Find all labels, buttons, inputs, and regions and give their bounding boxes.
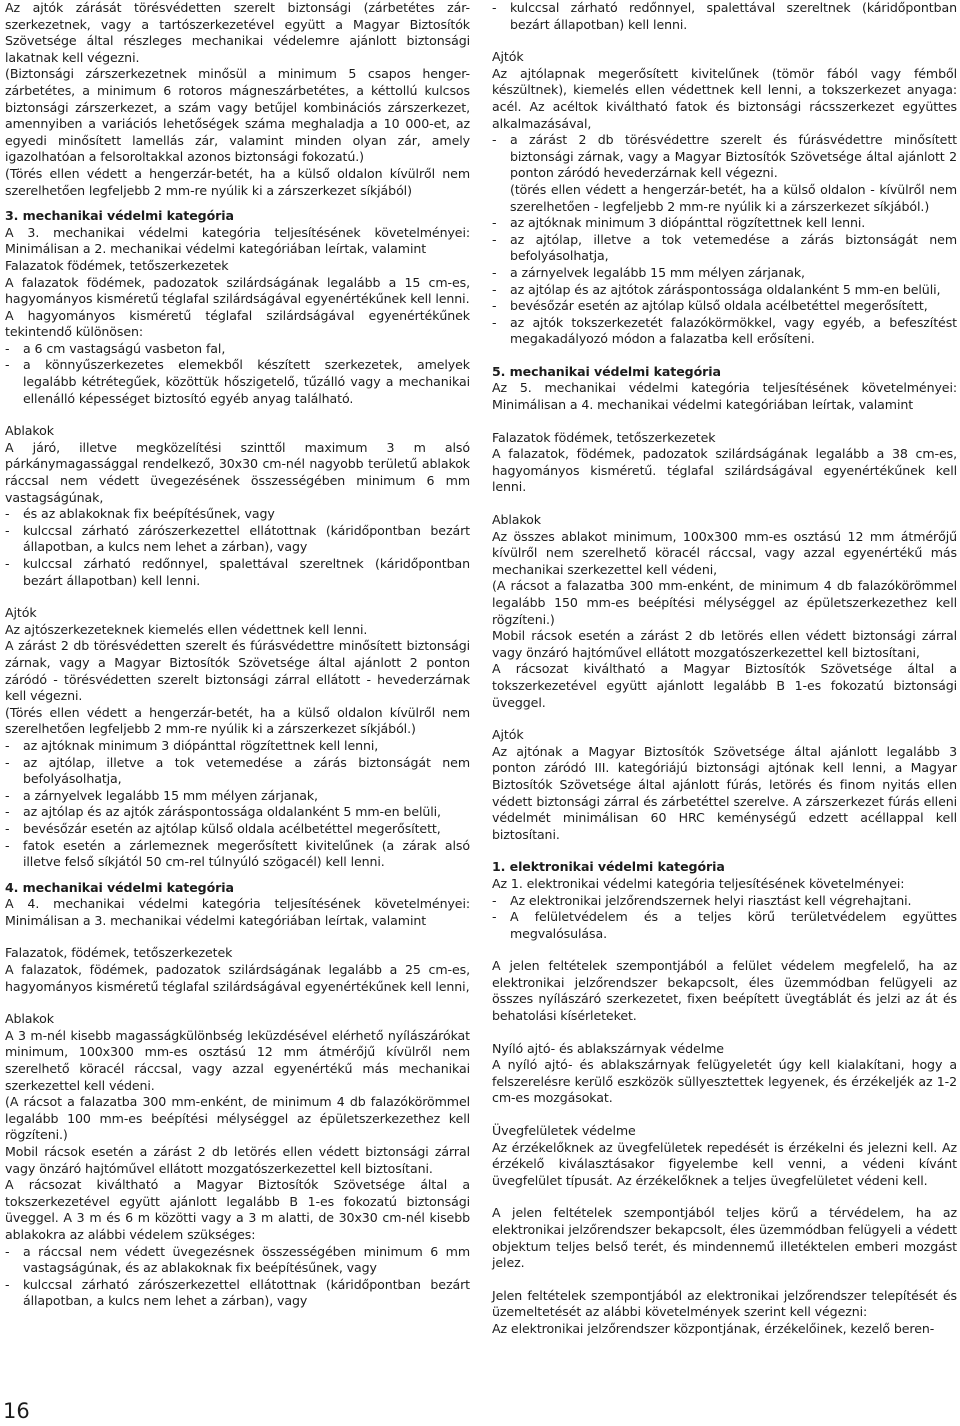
doors-line-2: A zárást 2 db törésvédetten szerelt és fúrásvédettre minősített biztonsági zárnak, vagy a Magyar Biztosítók Szövetsége által ajánlott 2 ponton záródó - törésvédetten szerelt biztonsági zárral ellátott - hevederzárnak kell végezni.: [5, 638, 470, 704]
walls-title: Falazatok födémek, tetőszerkezetek: [5, 257, 229, 273]
doors-title: Ajtók: [492, 49, 524, 65]
grille-note: (A rácsot a falazatba 300 mm-enként, de minimum 4 db falazókörömmel legalább 100 mm-es beépítési mélységgel az épületszerkezethez kell rögzíteni.): [5, 1094, 470, 1143]
doors-text: Az ajtónak a Magyar Biztosítók Szövetsége által ajánlott legalább 3 ponton záródó III. kategóriájú biztonsági ajtónak kell lenni, a Magyar Biztosítók Szövetsége által ajánlott fúrás, letörés és finom nyitás ellen védett biztonsági zárral és zárbetéttel szerelve. A zárszerkezet fúrás elleni védelmét minimálisan 60 HRC keménységű edzett acéllappal kell biztosítani.: [492, 743, 957, 842]
list-item: - az ajtók tokszerkezetét falazókörmökkel, vagy egyéb, a befeszítést megakadályozó módon a falazatba kell erősíteni.: [492, 314, 957, 347]
list-item: - bevésőzár esetén az ajtólap külső oldala acélbetéttel megerősített,: [492, 298, 928, 314]
category-4-requirements: A 4. mechanikai védelmi kategória teljesítésének követelményei: Minimálisan a 3. mechanikai védelmi kategóriában leírtak, valamint: [5, 896, 470, 928]
lock-definition-note: (Biztonsági zárszerkezetnek minősül a minimum 5 csapos henger-zárbetétes, a minimum 6 rotoros mágneszárbetétes, a kéttollú kulcsos biztonsági zárszerkezet, a szám vagy betűjel kombinációs zárszerkezet, amennyiben a variációs lehetőségek száma meghaladja a 10 000-et, az egyedi minősített lamellás zár, valamint minden olyan zár, amely igazolhatóan a felsoroltakkal azonos biztonsági fokozatú.): [5, 66, 470, 165]
intro-paragraph: Az ajtók zárását törésvédetten szerelt biztonsági (zárbetétes zár-szerkezetnek, vagy a tartószerkezetével együtt a Magyar Biztosítók Szövetsége által részleges mechanikai védelemre ajánlott biztonsági lakatnak kell végezni.: [5, 0, 470, 65]
hinge-note: (törés ellen védett a hengerzár-betét, ha a külső oldalon - kívülről nem szerelhetően - legfeljebb 2 mm-re nyúlik ki a zárszerkezet síkjából.): [510, 181, 957, 214]
list-item: - a zárást 2 db törésvédettre szerelt és fúrásvédettre minősített biztonsági zárnak, vagy a Magyar Biztosítók Szövetsége által ajánlott 2 ponton záródó hevederzárnak kell végezni.: [492, 132, 957, 181]
list-item: - és az ablakoknak fix beépítésűnek, vagy: [5, 506, 275, 522]
grille-note: (A rácsot a falazatba 300 mm-enként, de minimum 4 db falazókörömmel legalább 150 mm-es beépítési mélységgel az épületszerkezethez kell rögzíteni.): [492, 578, 957, 627]
list-item: - a 6 cm vastagságú vasbeton fal,: [5, 340, 226, 356]
list-item: - kulccsal zárható redőnnyel, spalettával szereltnek (káridőpontban bezárt állapotban) kell lenni.: [5, 556, 470, 588]
opening-protection-text: A nyíló ajtó- és ablakszárnyak felügyeletét úgy kell kialakítani, hogy a felszerelésre kerülő eszközök süllyesztettek legyenek, és érzékeljék az 1-2 cm-es mozgásokat.: [492, 1057, 957, 1106]
glass-protection-title: Üvegfelületek védelme: [492, 1123, 636, 1139]
windows-text: A 3 m-nél kisebb magasságkülönbség leküzdésével elérhető nyílászárókat minimum, 100x300 mm-es osztású 12 mm átmérőjű kívülről nem szerelhető köracél ráccsal, vagy azzal egyenértékű más mechanikai szerkezettel kell védeni.: [5, 1027, 470, 1093]
windows-title: Ablakok: [5, 1011, 54, 1027]
equivalent-intro: A hagyományos kisméretű téglafal szilárdságával egyenértékűnek tekintendő különösen:: [5, 307, 470, 340]
walls-text: A falazatok, födémek, padozatok szilárdságának legalább a 38 cm-es, hagyományos kisméretű. téglafal szilárdságával egyenértékűnek kell lenni.: [492, 446, 957, 495]
right-column: [492, 0, 957, 1338]
break-protection-note: (Törés ellen védett a hengerzár-betét, ha a külső oldalon kívülről nem szerelhetően legfeljebb 2 mm-re nyúlik ki a zárszerkezet síkjából): [5, 165, 470, 198]
list-item: - a könnyűszerkezetes elemekből készített szerkezetek, amelyek legalább kétrétegűek, közöttük hőszigetelő, tűzálló vagy a mechanikai ellenálló képességet biztosító egyéb anyag található.: [5, 357, 470, 406]
mobile-grille-text: Mobil rácsok esetén a zárást 2 db letörés ellen védett biztonsági zárral vagy önzáró hajtóművel ellátott mozgatószerkezettel kell biztosítani,: [492, 628, 957, 660]
list-item: - fatok esetén a zárlemeznek megerősített kivitelűnek (a zárak alsó illetve felső síkjától 50 cm-rel túlnyúló szögacél) kell lenni.: [5, 837, 470, 870]
installation-requirements-text: Jelen feltételek szempontjából az elektronikai jelzőrendszer telepítését és üzemeltetését az alábbi követelmények szerint kell végezni:: [492, 1287, 957, 1320]
list-item: - kulccsal zárható zárószerkezettel ellátottnak (káridőpontban bezárt állapotban, a kulcs nem lehet a zárban), vagy: [5, 522, 470, 555]
list-item: - a zárnyelvek legalább 15 mm mélyen zárjanak,: [492, 264, 805, 280]
control-unit-text: Az elektronikai jelzőrendszer központjának, érzékelőinek, kezelő beren-: [492, 1320, 935, 1336]
list-item: - az ajtólap és az ajtótok záráspontossága oldalanként 5 mm-en belüli,: [492, 281, 941, 297]
list-item: - a zárnyelvek legalább 15 mm mélyen zárjanak,: [5, 787, 318, 803]
grille-replacement-text: A rácsozat kiváltható a Magyar Biztosítók Szövetsége által a tokszerkezetével együtt ajánlott legalább B 1-es fokozatú biztonsági üveggel.: [492, 661, 957, 710]
opening-protection-title: Nyíló ajtó- és ablakszárnyak védelme: [492, 1040, 724, 1056]
windows-text: A járó, illetve megközelítési szinttől maximum 3 m alsó párkánymagassággal rendelkező, 30x30 cm-nél nagyobb területű ablakok ráccsal nem védett üvegezésének összességében minimum 6 mm vastagságúnak,: [5, 439, 470, 505]
category-5-requirements: Az 5. mechanikai védelmi kategória teljesítésének követelményei: Minimálisan a 4. mechanikai védelmi kategóriában leírtak, valamint: [492, 380, 957, 413]
windows-title: Ablakok: [492, 512, 541, 528]
doors-line-1: Az ajtószerkezeteknek kiemelés ellen védettnek kell lenni.: [5, 621, 368, 637]
walls-title: Falazatok, födémek, tetőszerkezetek: [5, 945, 233, 961]
walls-text: A falazatok födémek, padozatok szilárdságának legalább a 15 cm-es, hagyományos kisméretű téglafal szilárdságával egyenértékűnek kell lenni.: [5, 274, 470, 307]
space-protection-text: A jelen feltételek szempontjából teljes körű a térvédelem, ha az elektronikai jelzőrendszer bekapcsolt, éles üzemmódban felügyeli a védett objektum teljes belső terét, és mindennemű illetéktelen emberi mozgást jelez.: [492, 1205, 957, 1271]
list-item: - az ajtólap, illetve a tok vetemedése a zárás biztonságát nem befolyásolhatja,: [5, 754, 470, 787]
category-4-heading: 4. mechanikai védelmi kategória: [5, 879, 234, 895]
grille-replacement-text: A rácsozat kiváltható a Magyar Biztosítók Szövetsége által a tokszerkezetével együtt ajánlott legalább B 1-es fokozatú biztonsági üveggel. A 3 m és 6 m közötti vagy a 3 m alatti, de 30x30 cm-nél kisebb ablakokra az alábbi védelem szükséges:: [5, 1177, 470, 1242]
list-item: - Az elektronikai jelzőrendszernek helyi riasztást kell végrehajtani.: [492, 892, 912, 908]
category-3-requirements: A 3. mechanikai védelmi kategória teljesítésének követelményei: Minimálisan a 2. mechanikai védelmi kategóriában leírtak, valamint: [5, 224, 470, 257]
walls-title: Falazatok födémek, tetőszerkezetek: [492, 429, 716, 445]
page-number: 16: [3, 1399, 30, 1423]
doors-title: Ajtók: [5, 605, 37, 621]
list-item: - az ajtóknak minimum 3 diópánttal rögzítettnek kell lenni,: [5, 737, 379, 753]
list-item: - a ráccsal nem védett üvegezésnek összességében minimum 6 mm vastagságúnak, és az ablakoknak fix beépítésűnek, vagy: [5, 1243, 470, 1276]
list-item: - bevésőzár esetén az ajtólap külső oldala acélbetéttel megerősített,: [5, 820, 441, 836]
doors-text: Az ajtólapnak megerősített kivitelűnek (tömör fából vagy fémből készültnek), kiemelés ellen védettnek kell lenni, a tokszerkezet anyaga: acél. Az acéltok kiváltható fatok és biztonsági rácsszerkezet együttes alkalmazásával,: [492, 65, 957, 131]
walls-text: A falazatok, födémek, padozatok szilárdságának legalább a 25 cm-es, hagyományos kisméretű téglafal szilárdságával egyenértékűnek kell lenni,: [5, 962, 470, 994]
mobile-grille-text: Mobil rácsok esetén a zárást 2 db letörés ellen védett biztonsági zárral vagy önzáró hajtóművel ellátott mozgatószerkezettel kell biztosítani.: [5, 1144, 470, 1176]
list-item: - kulccsal zárható zárószerkezettel ellátottnak (káridőpontban bezárt állapotban, a kulcs nem lehet a zárban), vagy: [5, 1276, 470, 1309]
category-3-heading: 3. mechanikai védelmi kategória: [5, 208, 234, 224]
surface-protection-text: A jelen feltételek szempontjából a felület védelem megfelelő, ha az elektronikai jelzőrendszer bekapcsolt, éles üzemmódban felügyeli az összes nyílászáró szerkezetet, fixen beépített üvegtáblát és jelzi az át és behatolási kísérleteket.: [492, 958, 957, 1024]
left-column: [5, 0, 470, 1310]
list-item: - az ajtólap, illetve a tok vetemedése a zárás biztonságát nem befolyásolhatja,: [492, 231, 957, 264]
glass-protection-text: Az érzékelőknek az üvegfelületek repedését is érzékelni és jelezni kell. Az érzékelő kiválasztásakor figyelembe kell venni, a védeni kívánt üvegfelület típusát. Az érzékelőknek a teljes üvegfelületet védeni kell.: [492, 1139, 957, 1188]
electronic-category-1-heading: 1. elektronikai védelmi kategória: [492, 859, 725, 875]
list-item: - az ajtólap és az ajtók záráspontossága oldalanként 5 mm-en belüli,: [5, 804, 441, 820]
list-item: - A felületvédelem és a teljes körű területvédelem együttes megvalósulása.: [492, 909, 957, 941]
electronic-category-1-requirements: Az 1. elektronikai védelmi kategória teljesítésének követelményei:: [492, 875, 905, 891]
list-item: - az ajtóknak minimum 3 diópánttal rögzítettnek kell lenni.: [492, 215, 866, 231]
windows-title: Ablakok: [5, 423, 54, 439]
doors-note: (Törés ellen védett a hengerzár-betét, ha a külső oldalon kívülről nem szerelhetően legfeljebb 2 mm-re nyúlik ki a zárszerkezet síkjából.): [5, 704, 470, 737]
list-item: - kulccsal zárható redőnnyel, spalettával szereltnek (káridőpontban bezárt állapotban) kell lenni.: [492, 0, 957, 32]
doors-title: Ajtók: [492, 727, 524, 743]
category-5-heading: 5. mechanikai védelmi kategória: [492, 363, 721, 379]
windows-text: Az összes ablakot minimum, 100x300 mm-es osztású 12 mm átmérőjű kívülről nem szerelhető köracél ráccsal, vagy azzal egyenértékű más mechanikai szerkezettel kell védeni,: [492, 528, 957, 577]
